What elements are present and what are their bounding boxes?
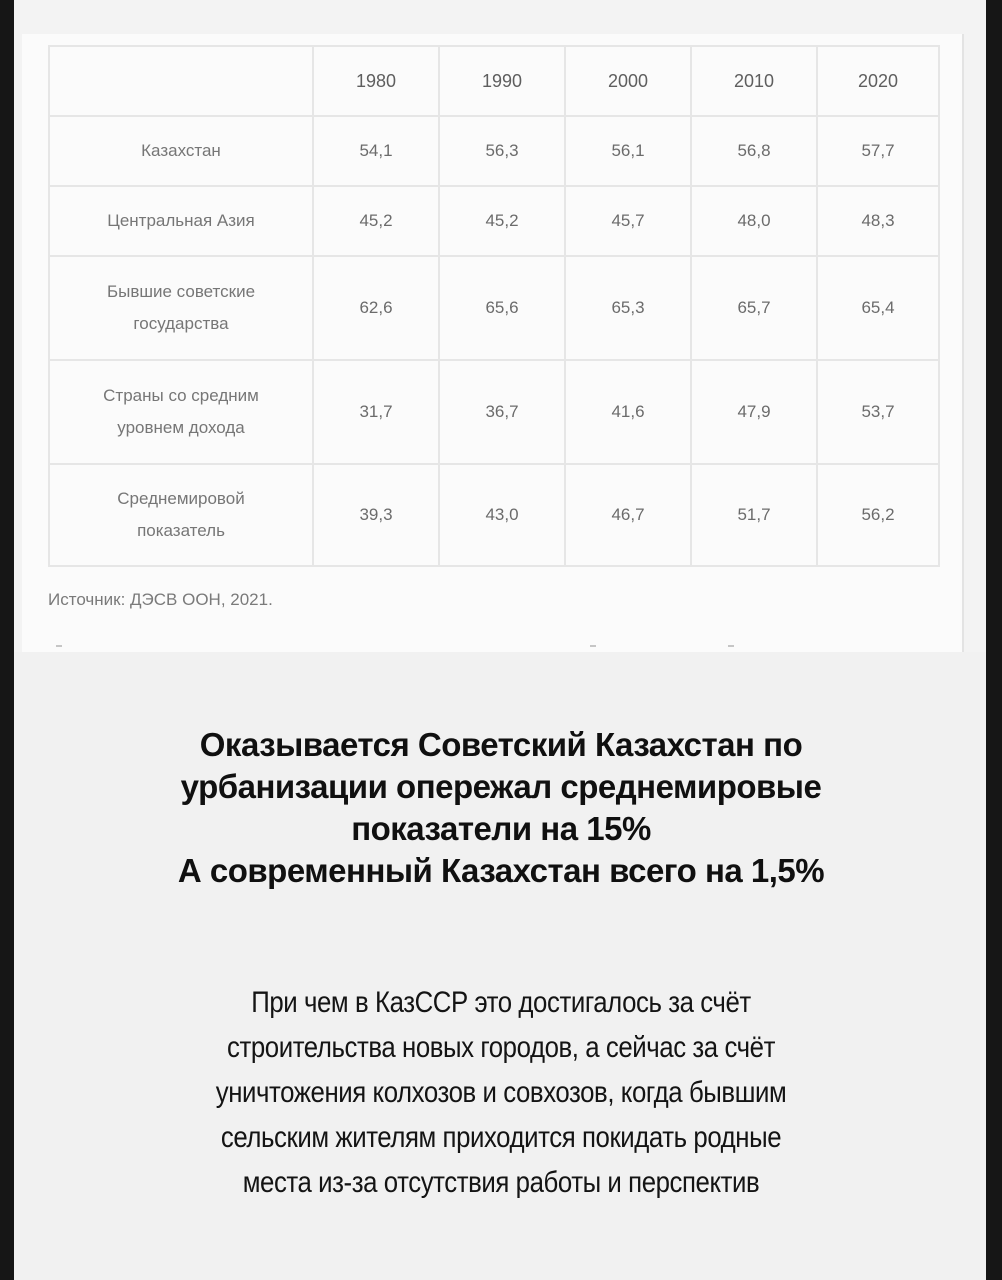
headline-line: урбанизации опережал среднемировые [180, 768, 822, 805]
table-cell: 41,6 [565, 360, 691, 464]
table-cell: 65,4 [817, 256, 939, 360]
cropped-text-mark [590, 645, 596, 647]
table-cell: 39,3 [313, 464, 439, 566]
table-row [49, 360, 939, 464]
table-cell: 65,3 [565, 256, 691, 360]
body-line: места из-за отсутствия работы и перспектив [242, 1166, 760, 1199]
header-cell-1980: 1980 [313, 46, 439, 116]
urbanization-table [48, 45, 940, 567]
table-cell: 65,7 [691, 256, 817, 360]
table-cell: 31,7 [313, 360, 439, 464]
row-label: Центральная Азия [49, 186, 313, 256]
table-row [49, 464, 939, 566]
table-cell: 56,3 [439, 116, 565, 186]
table-cell: 56,1 [565, 116, 691, 186]
body-line: При чем в КазССР это достигалось за счёт [251, 986, 751, 1019]
headline [0, 724, 1002, 892]
cropped-text-mark [728, 645, 734, 647]
header-cell-empty [49, 46, 313, 116]
table-row [49, 256, 939, 360]
table-cell: 45,7 [565, 186, 691, 256]
header-cell-2020: 2020 [817, 46, 939, 116]
headline-line: Оказывается Советский Казахстан по [199, 726, 803, 763]
table-cell: 46,7 [565, 464, 691, 566]
cropped-text-mark [56, 645, 62, 647]
body-line: сельским жителям приходится покидать родные [220, 1121, 782, 1154]
table-cell: 45,2 [313, 186, 439, 256]
body-paragraph [0, 980, 1002, 1205]
table-cell: 48,0 [691, 186, 817, 256]
table-cell: 56,2 [817, 464, 939, 566]
row-label: Страны со средним уровнем дохода [49, 360, 313, 464]
header-cell-2010: 2010 [691, 46, 817, 116]
table-cell: 54,1 [313, 116, 439, 186]
card-edge [962, 34, 964, 652]
table-cell: 43,0 [439, 464, 565, 566]
table-cell: 62,6 [313, 256, 439, 360]
row-label: Казахстан [49, 116, 313, 186]
body-line: уничтожения колхозов и совхозов, когда бывшим [215, 1076, 787, 1109]
table-header-row [49, 46, 939, 116]
table-cell: 47,9 [691, 360, 817, 464]
body-line: строительства новых городов, а сейчас за счёт [227, 1031, 775, 1064]
table-cell: 51,7 [691, 464, 817, 566]
table-cell: 65,6 [439, 256, 565, 360]
row-label: Бывшие советские государства [49, 256, 313, 360]
headline-line: показатели на 15% [351, 810, 651, 847]
table-row [49, 116, 939, 186]
table-source: Источник: ДЭСВ ООН, 2021. [48, 590, 273, 609]
header-cell-2000: 2000 [565, 46, 691, 116]
header-cell-1990: 1990 [439, 46, 565, 116]
table-cell: 57,7 [817, 116, 939, 186]
table-row [49, 186, 939, 256]
table-cell: 53,7 [817, 360, 939, 464]
table-cell: 48,3 [817, 186, 939, 256]
table-cell: 36,7 [439, 360, 565, 464]
headline-line: А современный Казахстан всего на 1,5% [177, 852, 825, 889]
table-cell: 56,8 [691, 116, 817, 186]
table-cell: 45,2 [439, 186, 565, 256]
row-label: Среднемировой показатель [49, 464, 313, 566]
